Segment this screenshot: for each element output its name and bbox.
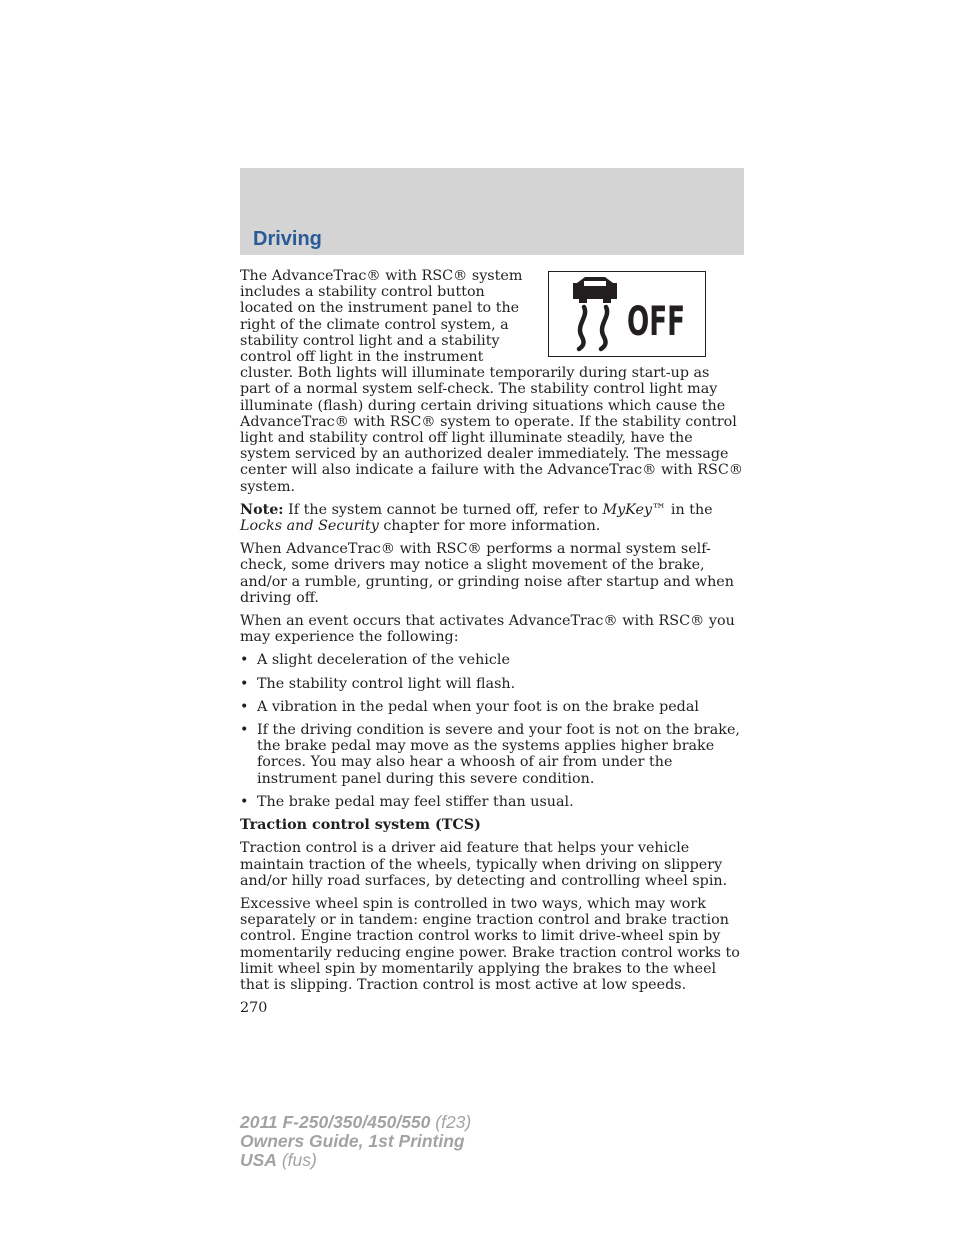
- page-number: 270: [240, 1000, 268, 1017]
- bullet: •: [240, 722, 249, 739]
- traction-paragraph: Traction control is a driver aid feature that helps your vehicle maintain traction of the wheels, typically when driving on slippery and/or hilly road surfaces, by detecting and controlling wheel spin.: [240, 840, 728, 889]
- mykey-reference: MyKey: [602, 501, 653, 518]
- page-content: [240, 268, 744, 1016]
- list-item: • The stability control light will flash.: [240, 675, 516, 692]
- chapter-header-band: [240, 168, 744, 255]
- wheel-spin-paragraph: Excessive wheel spin is controlled in two ways, which may work separately or in tandem: engine traction control and brake traction control. Engine traction control works to limit drive-wheel spin by momentarily reducing engine power. Brake traction control works to limit wheel spin by momentarily applying the brakes to the wheel that is slipping. Traction control is most active at low speeds.: [240, 895, 740, 993]
- list-item: • The brake pedal may feel stiffer than usual.: [240, 793, 574, 810]
- bullet: •: [240, 675, 249, 692]
- off-label: OFF: [627, 299, 685, 345]
- locks-security-reference: Locks and Security: [240, 518, 379, 535]
- bullet: •: [240, 793, 249, 810]
- footer-line-region: USA (fus): [240, 1150, 317, 1170]
- list-item: • If the driving condition is severe and your foot is not on the brake, the brake pedal may move as the systems applies higher brake forces. You may also hear a whoosh of air from under the instrument panel during this severe condition.: [240, 722, 740, 787]
- list-item: • A vibration in the pedal when your foot is on the brake pedal: [240, 698, 699, 715]
- experience-list: [240, 652, 744, 810]
- bullet: •: [240, 652, 249, 669]
- note-label: Note:: [240, 501, 284, 518]
- self-check-paragraph: When AdvanceTrac® with RSC® performs a normal system self-check, some drivers may notice a slight movement of the brake, and/or a rumble, grunting, or grinding noise after startup and when driving off.: [240, 541, 734, 606]
- event-paragraph: When an event occurs that activates AdvanceTrac® with RSC® you may experience the following:: [240, 613, 735, 646]
- intro-paragraph: The AdvanceTrac® with RSC® system includes a stability control button located on the instrument panel to the right of the climate control system, a stability control light and a stability control off light in the instrument cluster. Both lights will illuminate temporarily during start-up as part of a normal system self-check. The stability control light may illuminate (flash) during certain driving situations which cause the AdvanceTrac® with RSC® system to operate. If the stability control light and stability control off light illuminate steadily, have the system serviced by an authorized dealer immediately. The message center will also indicate a failure with the AdvanceTrac® with RSC® system.: [240, 268, 744, 495]
- document-footer: [240, 1113, 471, 1170]
- bullet: •: [240, 698, 249, 715]
- footer-line-model: 2011 F-250/350/450/550 (f23): [240, 1112, 472, 1132]
- car-skid-icon: [565, 275, 689, 353]
- list-item: • A slight deceleration of the vehicle: [240, 652, 510, 669]
- note-paragraph: Note: If the system cannot be turned off, refer to MyKey™ in the Locks and Security chapter for more information.: [240, 501, 713, 535]
- stability-control-off-icon: [548, 271, 706, 357]
- section-subheading: Traction control system (TCS): [240, 817, 481, 834]
- footer-line-edition: Owners Guide, 1st Printing: [240, 1131, 465, 1151]
- chapter-title: Driving: [253, 228, 322, 250]
